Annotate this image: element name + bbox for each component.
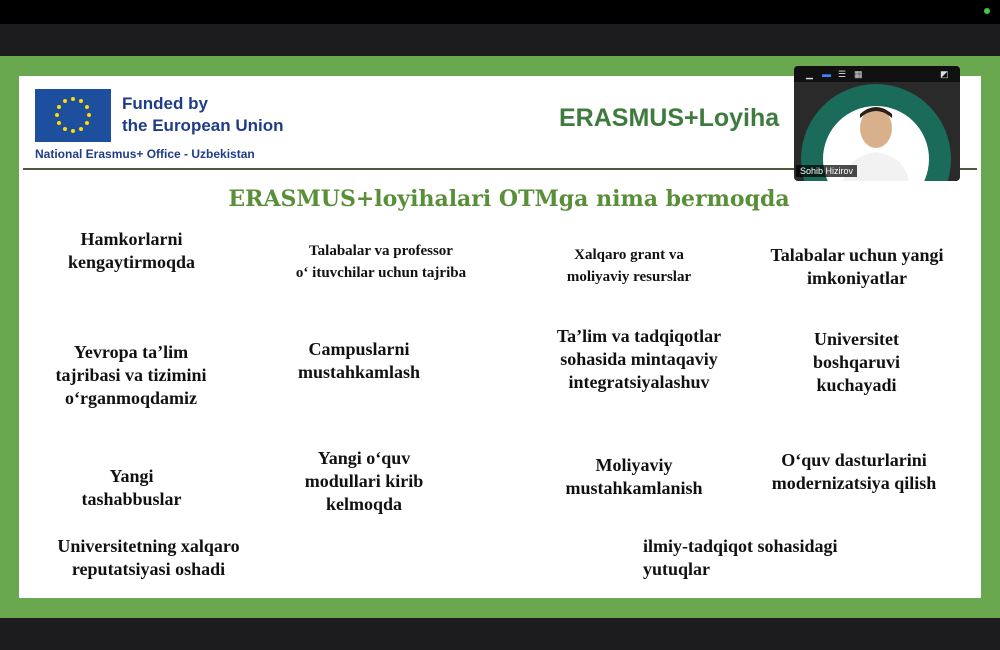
project-title: ERASMUS+Loyiha: [559, 104, 780, 132]
benefit-line: reputatsiyasi oshadi: [71, 559, 226, 579]
participant-video-tile[interactable]: [794, 66, 960, 181]
benefit-line: kelmoqda: [325, 494, 403, 514]
office-label: National Erasmus+ Office - Uzbekistan: [35, 147, 255, 161]
benefit-line: mustahkamlash: [297, 362, 421, 382]
benefit-line: Hamkorlarni: [80, 229, 183, 249]
benefit-line: yutuqlar: [643, 559, 711, 579]
participant-name-tag: Sohib Hizirov: [796, 165, 857, 177]
benefit-line: O‘quv dasturlarini: [781, 450, 927, 470]
minimize-icon[interactable]: ▁: [806, 69, 813, 79]
benefit-item: [539, 454, 729, 500]
benefit-item: [539, 244, 719, 288]
benefit-item: [534, 325, 744, 394]
benefit-item: [789, 328, 924, 397]
benefit-line: Universitetning xalqaro: [57, 536, 240, 556]
benefit-item: [281, 240, 481, 284]
benefit-line: ilmiy-tadqiqot sohasidagi: [643, 536, 838, 556]
benefit-item: [41, 535, 256, 581]
benefit-item: [274, 338, 444, 384]
benefit-line: Xalqaro grant va: [574, 247, 684, 263]
benefit-line: Ta’lim va tadqiqotlar: [556, 326, 722, 346]
benefit-line: tajribasi va tizimini: [55, 365, 207, 385]
benefit-line: Universitet: [814, 329, 899, 349]
benefit-line: modernizatsiya qilish: [771, 473, 937, 493]
benefit-item: [274, 447, 454, 516]
benefit-line: o‘ ituvchilar uchun tajriba: [295, 265, 467, 281]
benefit-line: Yevropa ta’lim: [73, 342, 189, 362]
eu-flag-icon: [35, 89, 111, 142]
benefit-line: Moliyaviy: [595, 455, 673, 475]
benefit-line: kuchayadi: [816, 375, 897, 395]
meeting-toolbar-strip: [0, 24, 1000, 56]
split-view-icon[interactable]: ☰: [838, 69, 847, 79]
benefit-line: boshqaruvi: [812, 352, 901, 372]
slide-heading: ERASMUS+loyihalari OTMga nima bermoqda: [228, 186, 790, 212]
benefit-line: integratsiyalashuv: [568, 372, 710, 392]
window-bottom-bar: [0, 618, 1000, 650]
funded-line-2: the European Union: [122, 116, 284, 135]
benefit-line: imkoniyatlar: [806, 268, 907, 288]
status-indicator-icon: [984, 8, 990, 14]
benefit-item: [46, 341, 216, 410]
video-tile-controls: [794, 66, 960, 82]
grid-view-icon[interactable]: ▦: [854, 69, 863, 79]
benefit-line: Talabalar uchun yangi: [770, 245, 944, 265]
benefit-line: kengaytirmoqda: [67, 252, 195, 272]
benefit-line: mustahkamlanish: [565, 478, 703, 498]
benefit-line: tashabbuslar: [81, 489, 182, 509]
benefit-line: Yangi: [109, 466, 154, 486]
benefit-line: o‘rganmoqdamiz: [65, 388, 197, 408]
speaker-view-icon[interactable]: ▬: [822, 69, 831, 79]
benefit-item: [643, 535, 883, 581]
benefit-line: Campuslarni: [308, 339, 410, 359]
benefit-line: Yangi o‘quv: [317, 448, 411, 468]
benefit-line: sohasida mintaqaviy: [560, 349, 718, 369]
benefit-item: [59, 228, 204, 274]
layout-icon[interactable]: ◩: [940, 69, 949, 79]
window-top-bar: [0, 0, 1000, 24]
funded-line-1: Funded by: [122, 94, 208, 113]
benefit-line: moliyaviy resurslar: [566, 269, 692, 285]
funded-by-eu-text: [122, 93, 284, 137]
benefit-item: [754, 449, 954, 495]
benefit-line: Talabalar va professor: [309, 243, 453, 259]
benefit-item: [59, 465, 204, 511]
benefit-item: [752, 244, 962, 290]
benefit-line: modullari kirib: [304, 471, 424, 491]
